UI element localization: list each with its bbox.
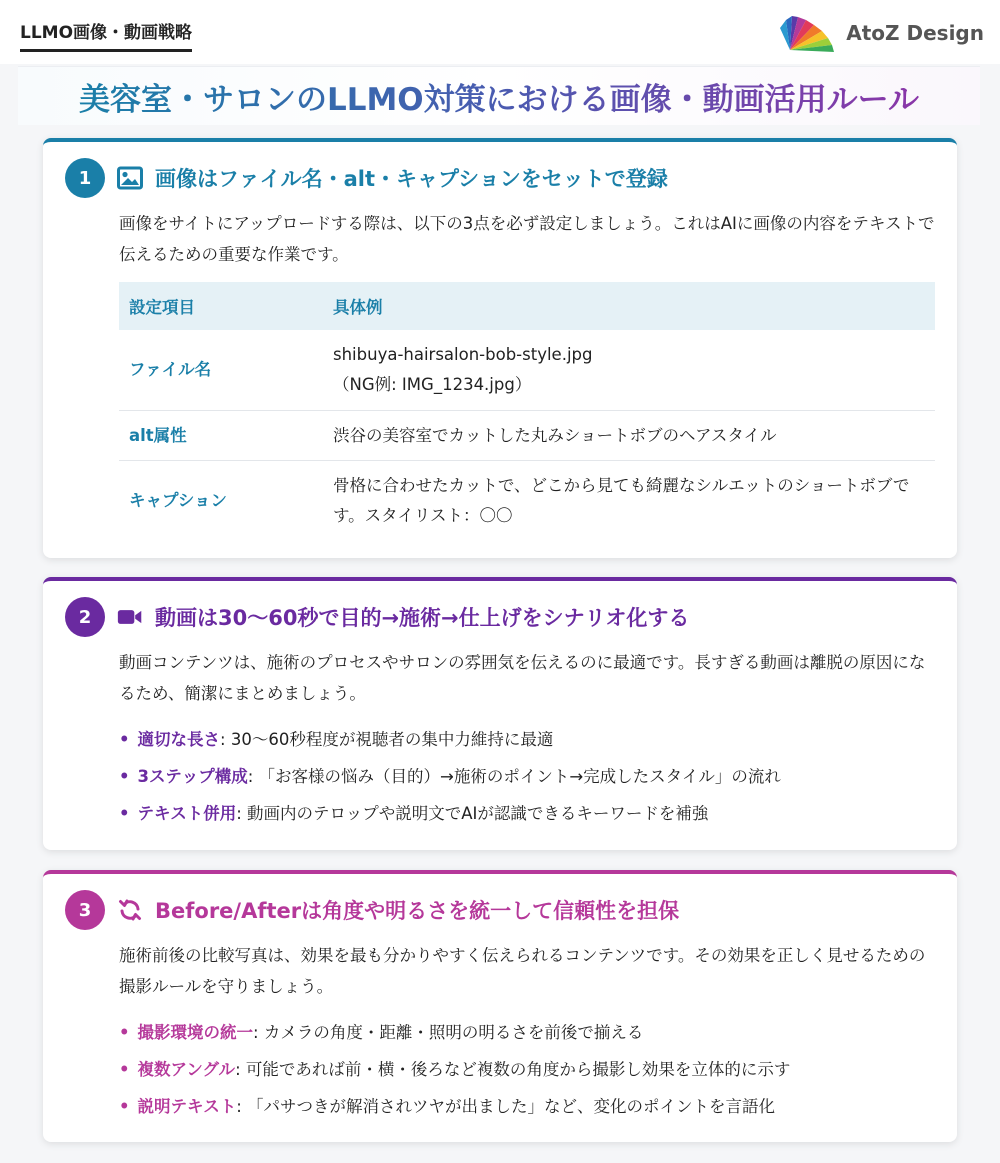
section-intro: 動画コンテンツは、施術のプロセスやサロンの雰囲気を伝えるのに最適です。長すぎる動画は離脱の原因になるため、簡潔にまとめましょう。 xyxy=(119,653,926,703)
bullet: • xyxy=(119,1023,130,1042)
list-item xyxy=(119,1051,790,1088)
point-label: 撮影環境の統一 xyxy=(137,1023,254,1042)
point-list xyxy=(119,721,781,832)
bullet: • xyxy=(119,767,130,786)
section-card-3 xyxy=(43,870,957,1142)
section-number-badge: 3 xyxy=(65,890,105,930)
table-cell-key: ファイル名 xyxy=(119,330,323,411)
bullet: • xyxy=(119,1060,130,1079)
value-line: shibuya-hairsalon-bob-style.jpg xyxy=(333,345,593,364)
table-header: 設定項目 xyxy=(119,282,323,330)
table-row xyxy=(119,411,935,461)
table-row xyxy=(119,330,935,411)
top-bar xyxy=(0,0,1000,64)
table-header: 具体例 xyxy=(323,282,935,330)
point-label: 適切な長さ xyxy=(137,730,221,749)
section-number-badge: 1 xyxy=(65,158,105,198)
refresh-icon xyxy=(117,898,143,922)
list-item xyxy=(119,721,781,758)
list-item xyxy=(119,1088,790,1125)
table-cell-value: 骨格に合わせたカットで、どこから見ても綺麗なシルエットのショートボブです。スタイリスト：〇〇 xyxy=(333,476,910,525)
point-text: : カメラの角度・距離・照明の明るさを前後で揃える xyxy=(253,1023,644,1042)
point-text: : 「お客様の悩み（目的）→施術のポイント→完成したスタイル」の流れ xyxy=(247,767,781,786)
bullet: • xyxy=(119,730,130,749)
logo-icon xyxy=(780,10,838,56)
table-cell-key: キャプション xyxy=(129,491,228,510)
bullet: • xyxy=(119,1097,130,1116)
point-label: 複数アングル xyxy=(137,1060,236,1079)
table-header-row xyxy=(119,282,935,330)
table-cell-value xyxy=(323,330,935,411)
table-cell-key: alt属性 xyxy=(119,411,323,461)
list-item xyxy=(119,1014,790,1051)
point-text: : 動画内のテロップや説明文でAIが認識できるキーワードを補強 xyxy=(236,804,709,823)
section-intro: 画像をサイトにアップロードする際は、以下の3点を必ず設定しましょう。これはAIに画像の内容をテキストで伝えるための重要な作業です。 xyxy=(119,214,935,264)
point-text: : 「パサつきが解消されツヤが出ました」など、変化のポイントを言語化 xyxy=(236,1097,776,1116)
video-camera-icon xyxy=(117,605,143,629)
section-title: 動画は30〜60秒で目的→施術→仕上げをシナリオ化する xyxy=(155,606,690,630)
point-label: テキスト併用 xyxy=(137,804,237,823)
logo-text: AtoZ Design xyxy=(846,21,984,45)
point-text: : 30〜60秒程度が視聴者の集中力維持に最適 xyxy=(220,730,554,749)
table-cell-value: 渋谷の美容室でカットした丸みショートボブのヘアスタイル xyxy=(323,411,935,461)
breadcrumb[interactable]: LLMO画像・動画戦略 xyxy=(20,18,192,52)
point-text: : 可能であれば前・横・後ろなど複数の角度から撮影し効果を立体的に示す xyxy=(235,1060,791,1079)
point-label: 3ステップ構成 xyxy=(137,767,248,786)
settings-table xyxy=(119,282,935,541)
list-item xyxy=(119,758,781,795)
section-title: Before/Afterは角度や明るさを統一して信頼性を担保 xyxy=(155,899,680,923)
value-line: （NG例: IMG_1234.jpg） xyxy=(333,375,532,394)
list-item xyxy=(119,795,781,832)
section-intro: 施術前後の比較写真は、効果を最も分かりやすく伝えられるコンテンツです。その効果を正しく見せるための撮影ルールを守りましょう。 xyxy=(119,946,926,996)
logo[interactable] xyxy=(780,10,984,56)
section-card-2 xyxy=(43,577,957,850)
section-title: 画像はファイル名・alt・キャプションをセットで登録 xyxy=(155,167,668,191)
section-card-1 xyxy=(43,138,957,558)
image-icon xyxy=(117,166,143,190)
point-list xyxy=(119,1014,790,1125)
bullet: • xyxy=(119,804,130,823)
section-number-badge: 2 xyxy=(65,597,105,637)
title-band xyxy=(18,66,980,125)
point-label: 説明テキスト xyxy=(137,1097,237,1116)
table-row xyxy=(119,461,935,542)
page-title: 美容室・サロンのLLMO対策における画像・動画活用ルール xyxy=(79,74,919,119)
